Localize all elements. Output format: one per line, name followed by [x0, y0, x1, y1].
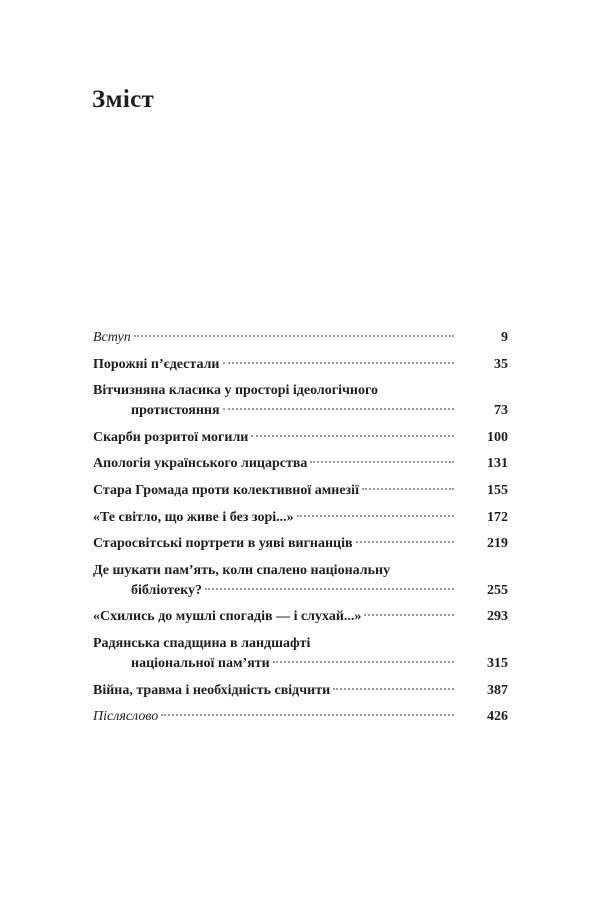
- toc-page-number: 315: [487, 655, 508, 671]
- toc-page-number: 426: [487, 709, 508, 725]
- toc-entry[interactable]: [93, 481, 508, 501]
- toc-entry-title-continued: бібліотеку?: [131, 582, 203, 598]
- toc-page-number: 293: [487, 609, 508, 625]
- dot-leader: [364, 614, 454, 616]
- toc-page-number: 100: [487, 429, 508, 445]
- toc-entry[interactable]: [93, 681, 508, 701]
- dot-leader: [223, 362, 455, 364]
- toc-page-number: 387: [487, 682, 508, 698]
- toc-entry[interactable]: [93, 328, 508, 348]
- toc-page-number: 219: [487, 536, 508, 552]
- dot-leader: [310, 461, 454, 463]
- toc-entry-title-continued: протистояння: [131, 403, 220, 419]
- toc-page-number: 255: [487, 582, 508, 598]
- toc-entry-title: «Те світло, що живе і без зорі...»: [93, 509, 294, 525]
- dot-leader: [297, 515, 454, 517]
- toc-page-number: 73: [494, 403, 508, 419]
- toc-page-number: 155: [487, 482, 508, 498]
- page-title: Зміст: [92, 86, 155, 113]
- toc-entry-title: Стара Громада проти колективної амнезії: [93, 482, 359, 498]
- toc-entry-title: Вітчизняна класика у просторі ідеологічного: [93, 383, 378, 399]
- toc-page-number: 35: [494, 356, 508, 372]
- toc-entry[interactable]: [93, 508, 508, 528]
- toc-entry[interactable]: [93, 381, 508, 421]
- toc-entry[interactable]: [93, 428, 508, 448]
- toc-entry[interactable]: [93, 355, 508, 375]
- toc-entry-title: «Схились до мушлі спогадів — і слухай...»: [93, 609, 362, 625]
- table-of-contents: [93, 328, 508, 734]
- toc-entry[interactable]: [93, 607, 508, 627]
- toc-entry[interactable]: [93, 707, 508, 727]
- toc-entry-title: Порожні п’єдестали: [93, 356, 220, 372]
- toc-entry-title: Апологія українського лицарства: [93, 456, 308, 472]
- dot-leader: [273, 661, 454, 663]
- toc-page-number: 9: [501, 330, 508, 345]
- toc-entry-title: Де шукати пам’ять, коли спалено національну: [93, 562, 391, 578]
- dot-leader: [251, 435, 454, 437]
- toc-entry[interactable]: [93, 534, 508, 554]
- dot-leader: [205, 588, 454, 590]
- toc-entry-title: Війна, травма і необхідність свідчити: [93, 682, 331, 698]
- toc-entry[interactable]: [93, 634, 508, 674]
- dot-leader: [333, 688, 454, 690]
- toc-page-number: 172: [487, 509, 508, 525]
- toc-entry-title: Старосвітські портрети в уяві вигнанців: [93, 536, 353, 552]
- toc-entry-title: Радянська спадщина в ландшафті: [93, 635, 311, 651]
- toc-entry-title: Скарби розритої могили: [93, 429, 249, 445]
- dot-leader: [161, 714, 454, 716]
- dot-leader: [362, 488, 454, 490]
- toc-entry-title-continued: національної пам’яти: [131, 655, 270, 671]
- toc-entry-title: Вступ: [93, 330, 131, 345]
- dot-leader: [223, 408, 454, 410]
- dot-leader: [356, 541, 454, 543]
- dot-leader: [134, 335, 454, 337]
- toc-entry[interactable]: [93, 561, 508, 601]
- toc-page-number: 131: [487, 456, 508, 472]
- toc-entry-title: Післяслово: [93, 709, 159, 725]
- toc-entry[interactable]: [93, 454, 508, 474]
